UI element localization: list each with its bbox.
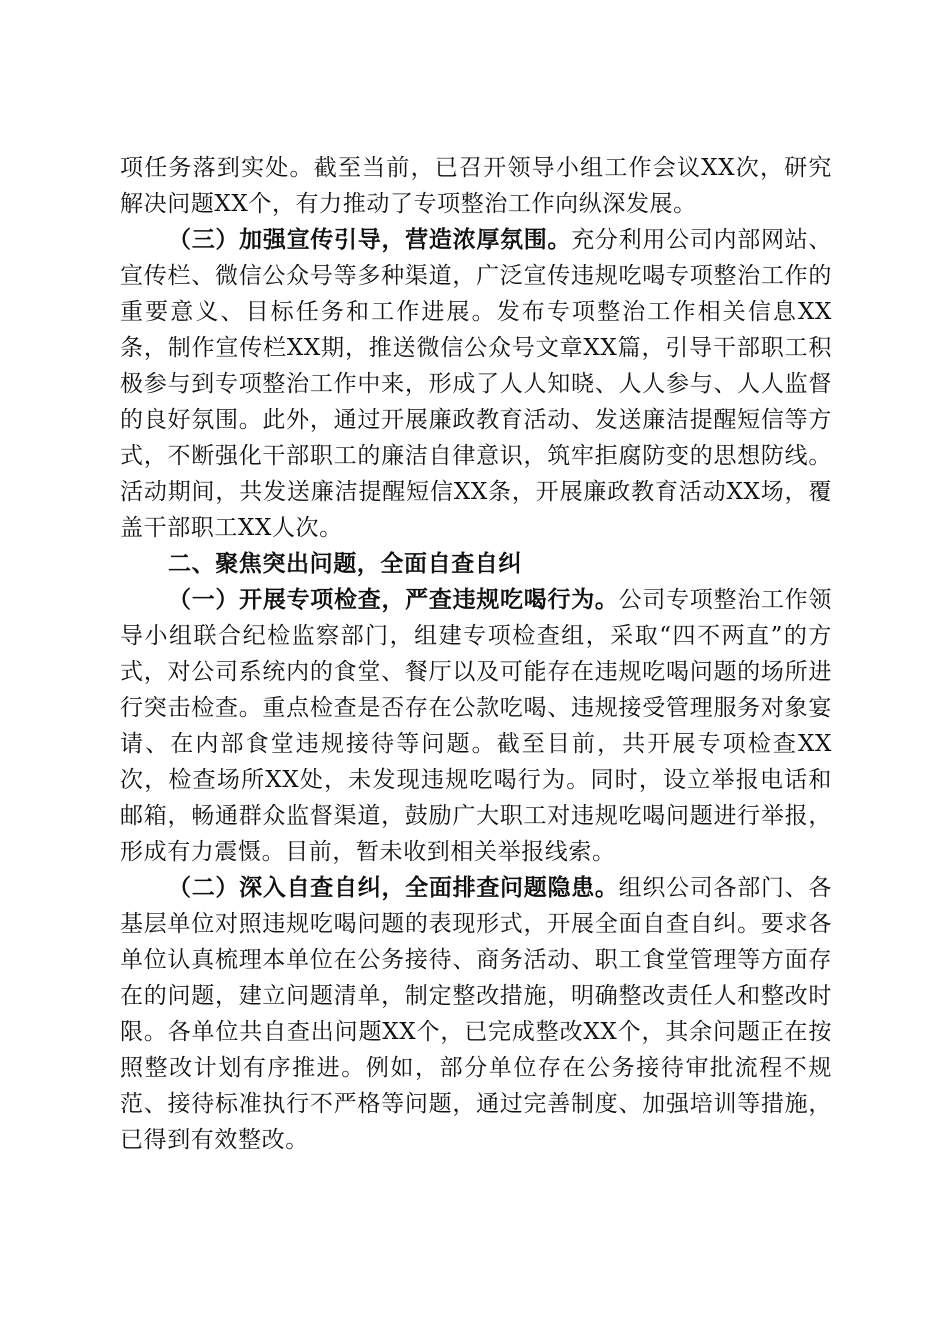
paragraph-self-inspection	[120, 870, 832, 1158]
paragraph-lead: （二）深入自查自纠，全面排查问题隐患。	[168, 874, 619, 901]
section-heading: 二、聚焦突出问题，全面自查自纠	[168, 551, 522, 577]
paragraph-special-inspection	[120, 582, 832, 870]
paragraph-text: 组织公司各部门、各基层单位对照违规吃喝问题的表现形式，开展全面自查自纠。要求各单位认真梳理本单位在公务接待、商务活动、职工食堂管理等方面存在的问题，建立问题清单，制定整改措施，明确整改责任人和整改时限。各单位共自查出问题XX个，已完成整改XX个，其余问题正在按照整改计划有序推进。例如，部分单位存在公务接待审批流程不规范、接待标准执行不严格等问题，通过完善制度、加强培训等措施，已得到有效整改。	[120, 875, 833, 1153]
document-body	[120, 150, 832, 1158]
paragraph-text: 项任务落到实处。截至当前，已召开领导小组工作会议XX次，研究解决问题XX个，有力推动了专项整治工作向纵深发展。	[120, 155, 832, 217]
paragraph-text: 公司专项整治工作领导小组联合纪检监察部门，组建专项检查组，采取“四不两直”的方式，对公司系统内的食堂、餐厅以及可能存在违规吃喝问题的场所进行突击检查。重点检查是否存在公款吃喝、违规接受管理服务对象宴请、在内部食堂违规接待等问题。截至目前，共开展专项检查XX次，检查场所XX处，未发现违规吃喝行为。同时，设立举报电话和邮箱，畅通群众监督渠道，鼓励广大职工对违规吃喝问题进行举报，形成有力震慑。目前，暂未收到相关举报线索。	[120, 587, 833, 865]
paragraph-continuation	[120, 150, 832, 222]
paragraph-publicity	[120, 222, 832, 546]
paragraph-lead: （一）开展专项检查，严查违规吃喝行为。	[168, 586, 619, 613]
paragraph-lead: （三）加强宣传引导，营造浓厚氛围。	[168, 226, 572, 253]
paragraph-text: 充分利用公司内部网站、宣传栏、微信公众号等多种渠道，广泛宣传违规吃喝专项整治工作的重要意义、目标任务和工作进展。发布专项整治工作相关信息XX条，制作宣传栏XX期，推送微信公众号文章XX篇，引导干部职工积极参与到专项整治工作中来，形成了人人知晓、人人参与、人人监督的良好氛围。此外，通过开展廉政教育活动、发送廉洁提醒短信等方式，不断强化干部职工的廉洁自律意识，筑牢拒腐防变的思想防线。活动期间，共发送廉洁提醒短信XX条，开展廉政教育活动XX场，覆盖干部职工XX人次。	[120, 227, 832, 541]
